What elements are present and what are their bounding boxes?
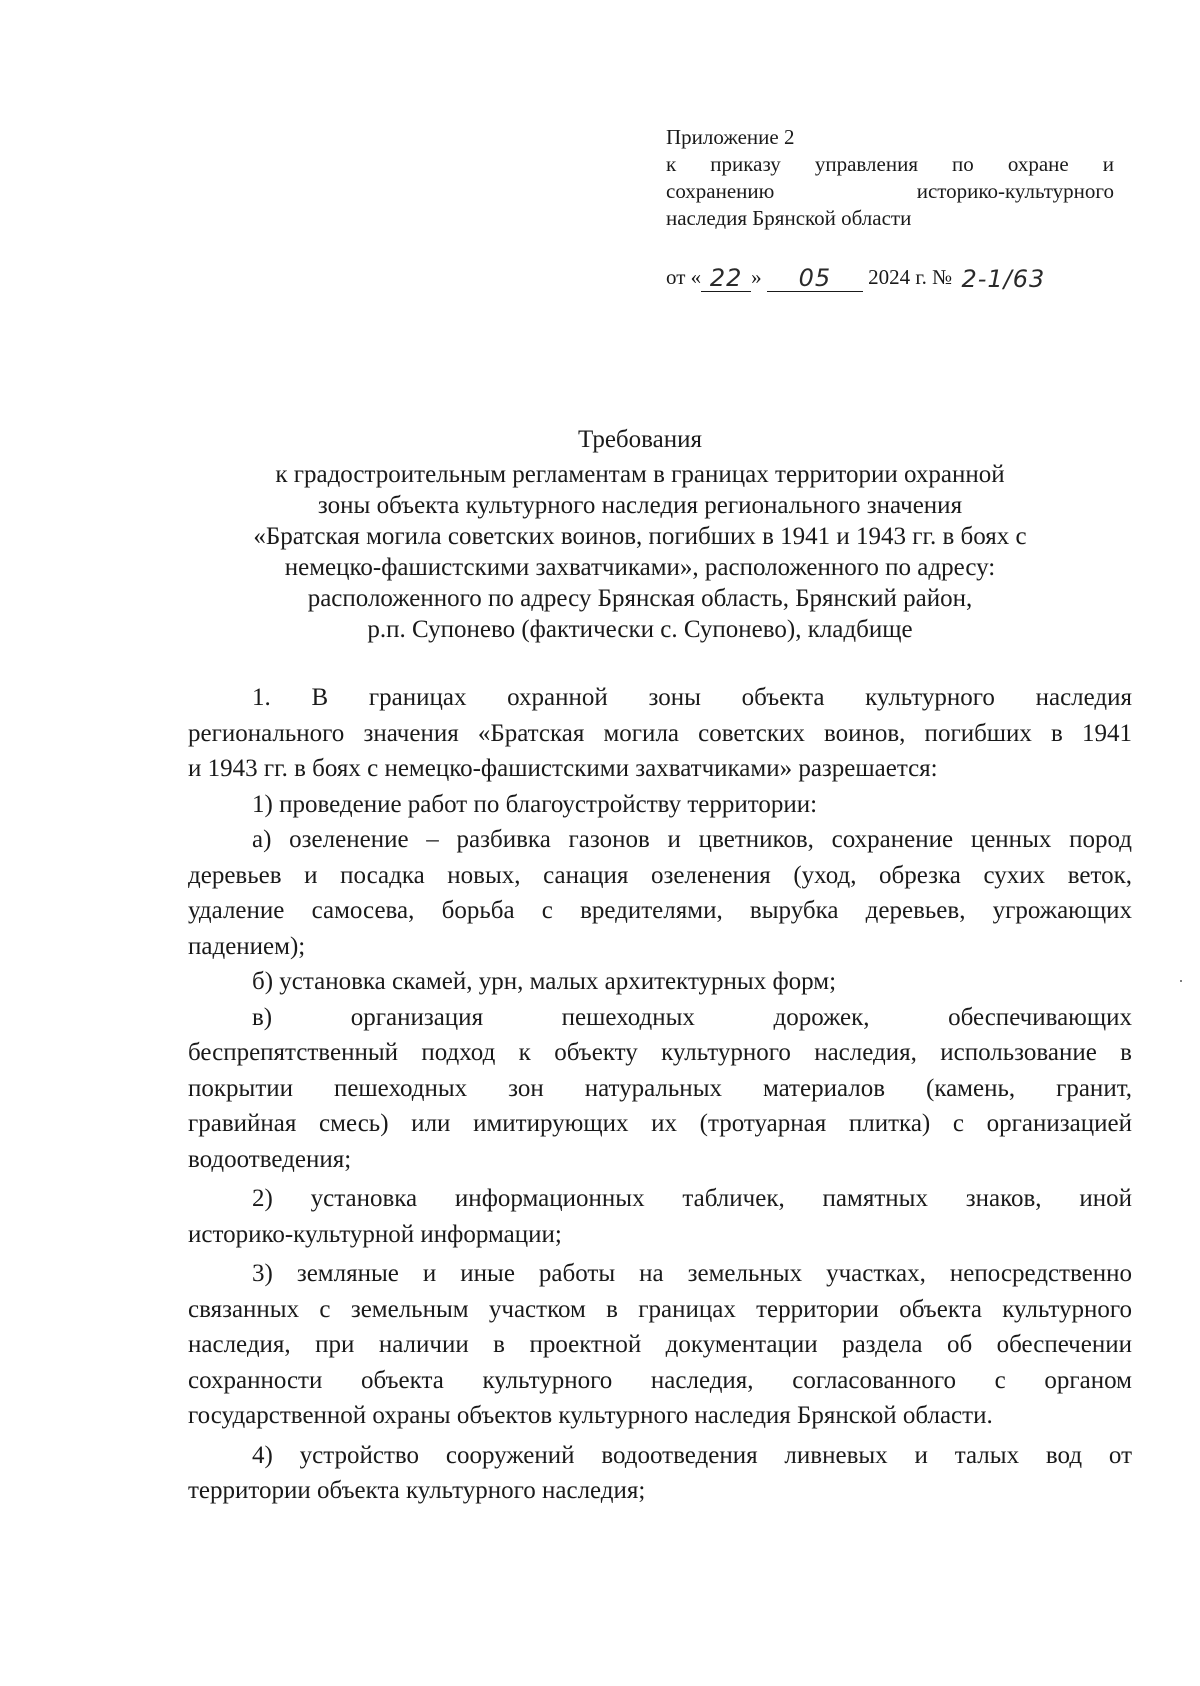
title-line: «Братская могила советских воинов, погибших в 1941 и 1943 гг. в боях с [253, 523, 1027, 550]
document-body [188, 680, 1132, 1509]
title-line: зоны объекта культурного наследия регионального значения [317, 492, 963, 519]
order-number: 2-1/63 [961, 265, 1046, 293]
date-mid: » [751, 265, 762, 289]
text-line: регионального значения «Братская могила советских воинов, погибших в 1941 [188, 719, 1132, 747]
text-line: 2) установка информационных табличек, памятных знаков, иной [252, 1185, 1132, 1212]
paragraph-3 [188, 1256, 1132, 1434]
text-line: 3) земляные и иные работы на земельных участках, непосредственно [252, 1260, 1132, 1287]
appendix-order-ref: к приказу управления по охране и [666, 152, 1114, 176]
order-number-field [957, 265, 1061, 293]
date-day-field [701, 264, 751, 292]
text-line: падением); [188, 932, 306, 960]
text-line: и 1943 гг. в боях с немецко-фашистскими захватчиками» разрешается: [188, 755, 938, 782]
date-month: 05 [798, 264, 832, 292]
paragraph-a [188, 822, 1132, 964]
appendix-order-ref-2: сохранению историко-культурного [666, 179, 1114, 203]
paragraph-4 [188, 1438, 1132, 1509]
title-line: немецко-фашистскими захватчиками», расположенного по адресу: [284, 554, 996, 581]
appendix-header [666, 124, 1114, 232]
text-line: в) организация пешеходных дорожек, обеспечивающих [252, 1003, 1132, 1031]
order-date-line [666, 262, 1061, 292]
text-line: 4) устройство сооружений водоотведения ливневых и талых вод от [252, 1441, 1132, 1469]
scan-speck [1180, 980, 1182, 982]
text-line: б) установка скамей, урн, малых архитектурных форм; [252, 968, 837, 995]
title-heading: Требования [578, 426, 702, 453]
date-year: 2024 г. № [868, 265, 953, 289]
document-title [190, 424, 1090, 645]
appendix-number: Приложение 2 [666, 125, 795, 149]
text-line: государственной охраны объектов культурного наследия Брянской области. [188, 1402, 993, 1429]
paragraph-1 [188, 680, 1132, 787]
text-line: покрытии пешеходных зон натуральных материалов (камень, гранит, [188, 1074, 1132, 1102]
text-line: 1. В границах охранной зоны объекта культурного наследия [252, 684, 1132, 711]
text-line: удаление самосева, борьба с вредителями, вырубка деревьев, угрожающих [188, 897, 1132, 924]
title-line: расположенного по адресу Брянская область, Брянский район, [307, 585, 973, 612]
date-prefix: от « [666, 265, 702, 289]
text-line: 1) проведение работ по благоустройству территории: [252, 790, 818, 818]
text-line: а) озеленение – разбивка газонов и цветников, сохранение ценных пород [252, 826, 1132, 853]
text-line: водоотведения; [188, 1145, 352, 1173]
text-line: деревьев и посадка новых, санация озеленения (уход, обрезка сухих веток, [188, 861, 1132, 889]
paragraph-b [188, 964, 1132, 1000]
text-line: сохранности объекта культурного наследия, согласованного с органом [188, 1366, 1132, 1394]
text-line: историко-культурной информации; [188, 1220, 562, 1248]
appendix-order-ref-3: наследия Брянской области [666, 206, 912, 230]
text-line: беспрепятственный подход к объекту культурного наследия, использование в [188, 1039, 1132, 1066]
date-day: 22 [709, 264, 743, 292]
paragraph-v [188, 1000, 1132, 1178]
date-month-field [767, 264, 863, 292]
text-line: наследия, при наличии в проектной документации раздела об обеспечении [188, 1331, 1132, 1358]
text-line: связанных с земельным участком в границах территории объекта культурного [188, 1295, 1132, 1323]
title-line: к градостроительным регламентам в границах территории охранной [275, 461, 1005, 488]
title-line: р.п. Супонево (фактически с. Супонево), кладбище [367, 616, 913, 643]
text-line: территории объекта культурного наследия; [188, 1477, 646, 1504]
paragraph-2 [188, 1181, 1132, 1252]
text-line: гравийная смесь) или имитирующих их (тротуарная плитка) с организацией [188, 1110, 1132, 1137]
paragraph-1-1 [188, 787, 1132, 823]
